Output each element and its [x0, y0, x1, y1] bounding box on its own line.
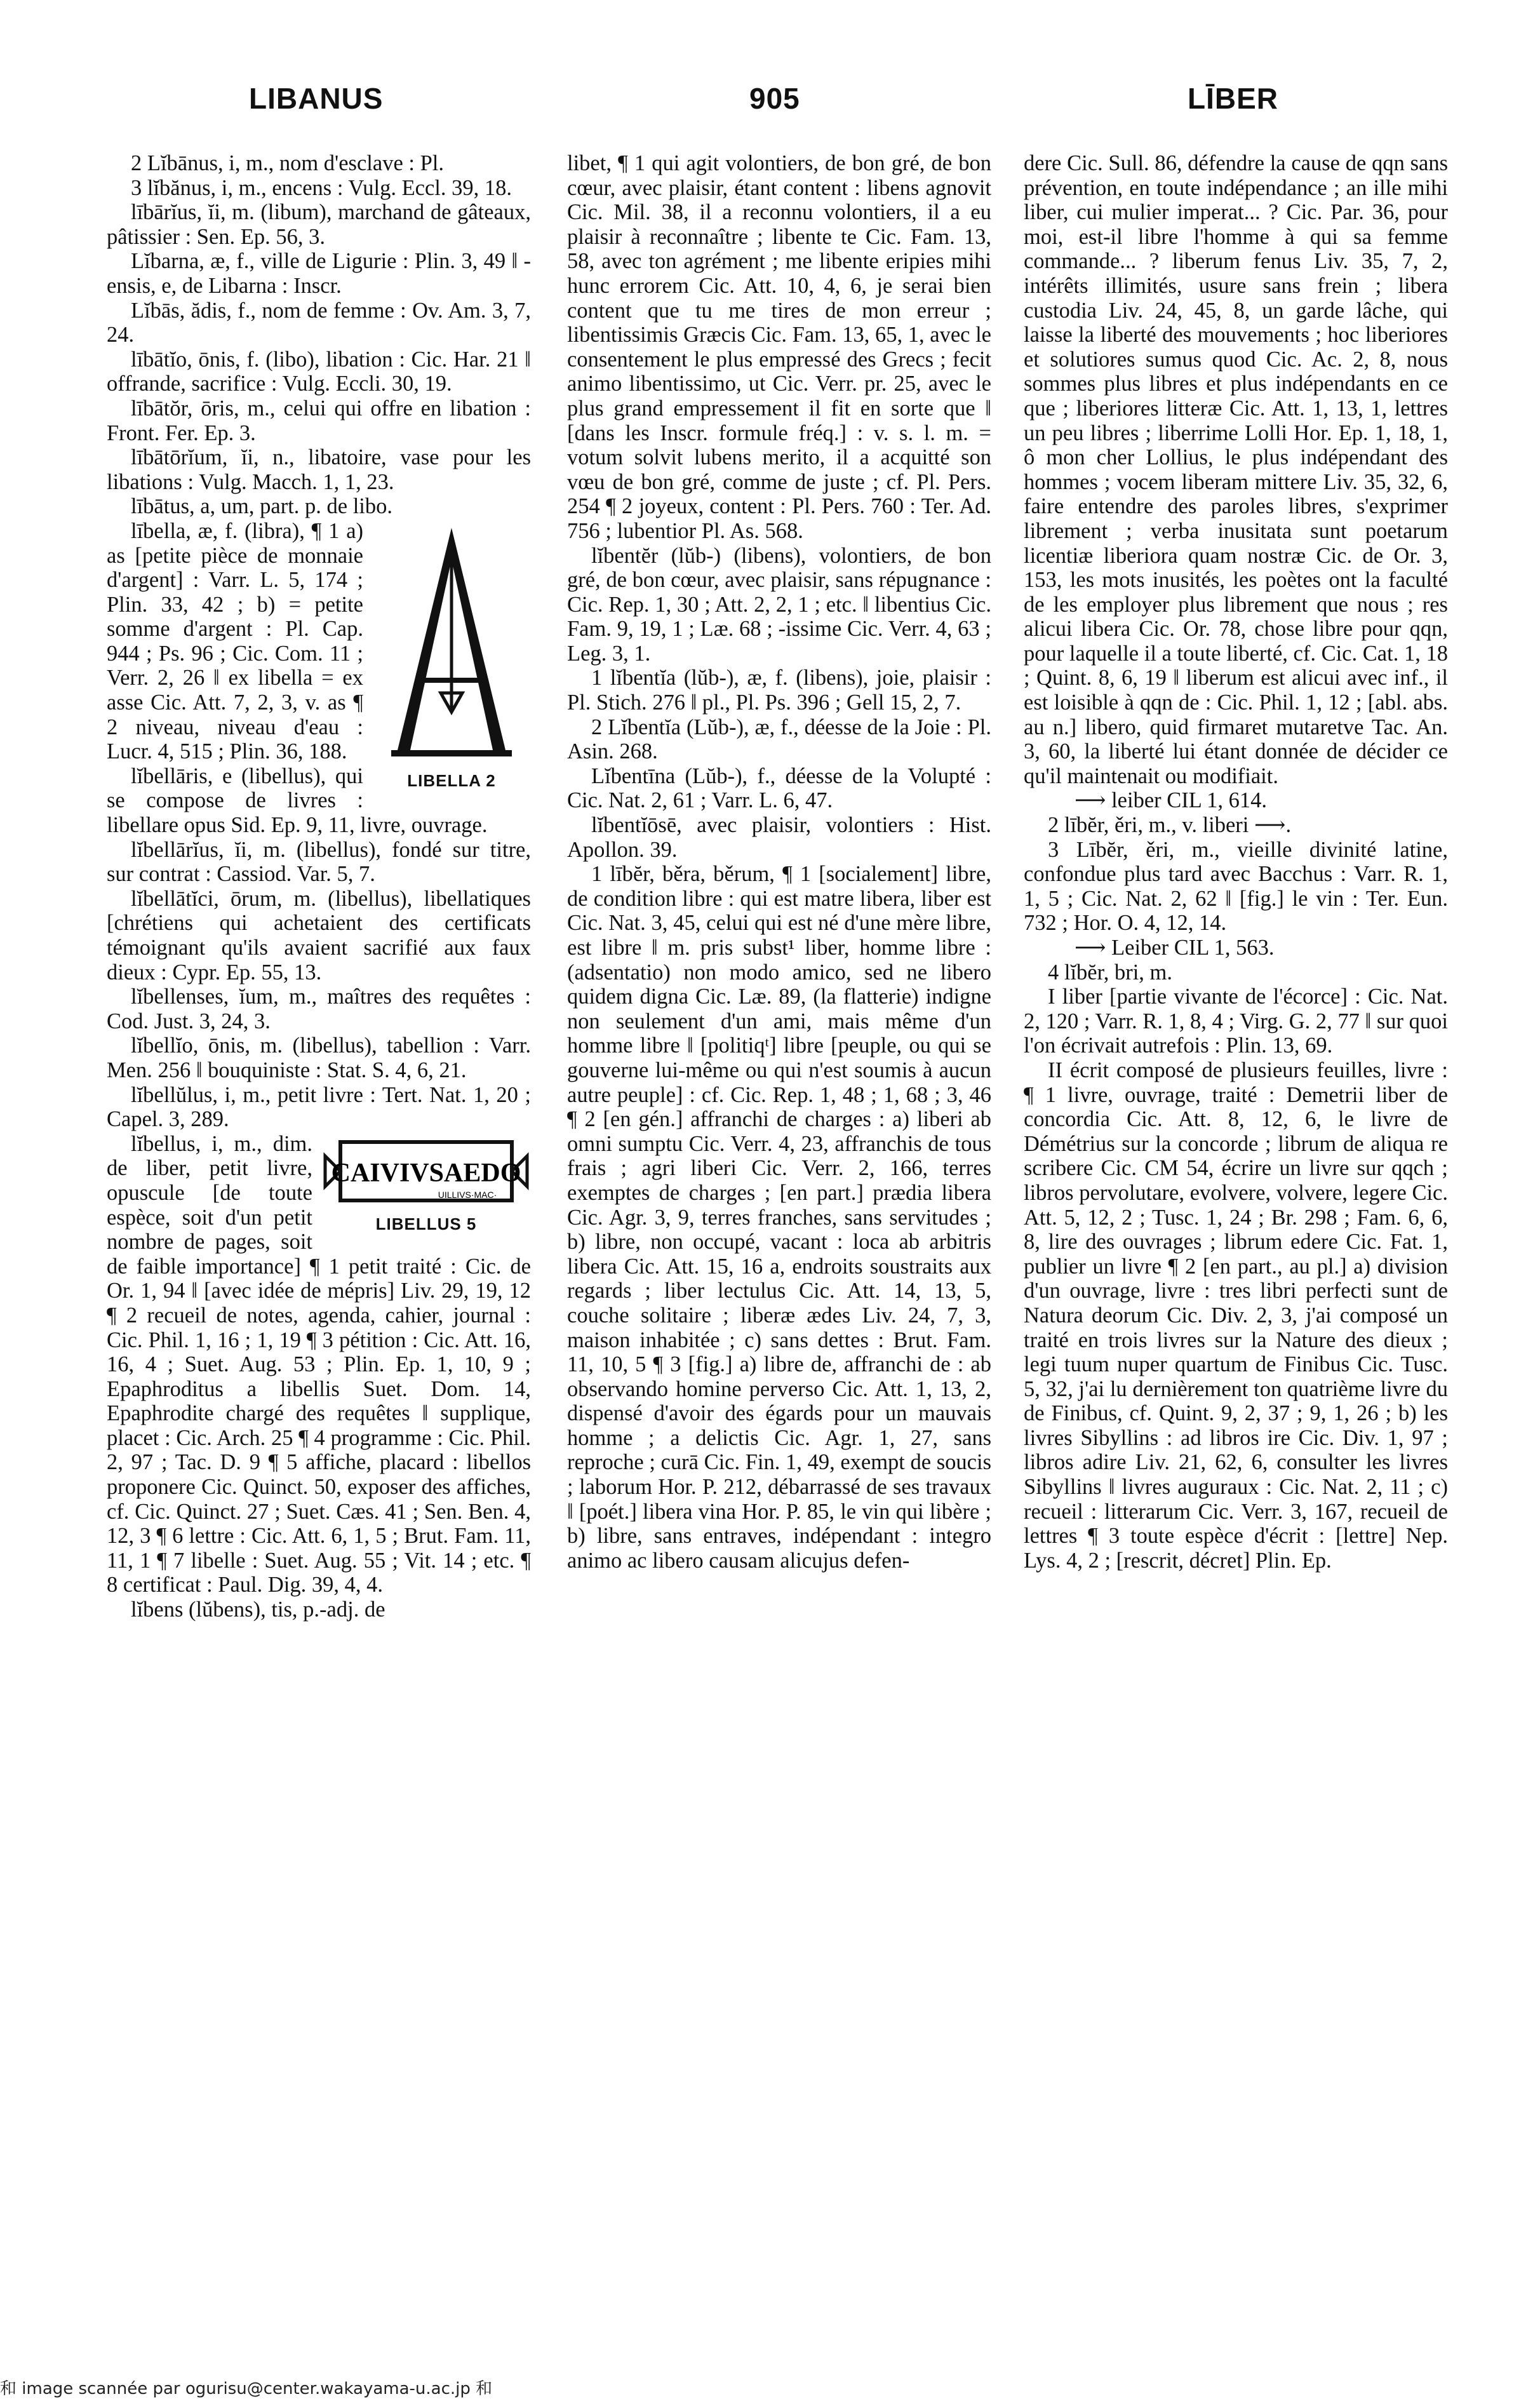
entry: 3 Lībĕr, ěri, m., vieille divinité latine, confondue plus tard avec Bacchus : Varr. R. 1, 1, 5 ; Cic. Nat. 2, 62 ‖ [fig.] le vin : Ter. Eun. 732 ; Hor. O. 4, 12, 14.	[1024, 837, 1448, 936]
libellus-caption: LIBELLUS 5	[375, 1214, 477, 1234]
entry: lībātus, a, um, part. p. de libo.	[131, 494, 393, 519]
entry: lĭbellāris, e (libellus), qui se compose de livres : libellare opus Sid. Ep. 9, 11, livre, ouvrage.	[107, 763, 488, 838]
entry: lĭbellenses, ĭum, m., maîtres des requêtes : Cod. Just. 3, 24, 3.	[107, 985, 531, 1033]
entry: libet, ¶ 1 qui agit volontiers, de bon gré, de bon cœur, avec plaisir, étant content : libens agnovit Cic. Mil. 38, il a reconnu volontiers, il a eu plaisir à reconnaître ; libente te Cic. Fam. 13, 58, avec ton agrément ; me libente eripies mihi hunc errorem Cic. Att. 10, 4, 6, je serai bien content que tu me tires de mon erreur ; libentissimis Græcis Cic. Fam. 13, 65, 1, avec le consentement le plus empressé des Grecs ; fecit animo libentissimo, ut Cic. Verr. pr. 25, avec le plus grand empressement il fit en sorte que ‖ [dans les Inscr. formule fréq.] : v. s. l. m. = votum solvit lubens merito, il a acquitté son vœu de bon gré, comme de juste ; cf. Pl. Pers. 254 ¶ 2 joyeux, content : Pl. Pers. 760 : Ter. Ad. 756 ; lubentior Pl. As. 568.	[567, 151, 991, 543]
entry: II écrit composé de plusieurs feuilles, livre : ¶ 1 livre, ouvrage, traité : Demetrii liber de concordia Cic. Att. 8, 12, 6, le livre de Démétrius sur la concorde ; librum de aliqua re scribere Cic. CM 54, écrire un livre sur qqch ; libros pervolutare, evolvere, volvere, legere Cic. Att. 5, 12, 2 ; Tusc. 1, 24 ; Br. 298 ; Fam. 6, 6, 8, lire des ouvrages ; librum edere Cic. Fat. 1, publier un livre ¶ 2 [en part., au pl.] a) division d'un ouvrage, livre : tres libri perfecti sunt de Natura deorum Cic. Div. 2, 3, j'ai composé un traité en trois livres sur la Nature des dieux ; legi tuum nuper quartum de Finibus Cic. Tusc. 5, 32, j'ai lu dernièrement ton quatrième livre du de Finibus, cf. Quint. 9, 2, 37 ; 9, 1, 26 ; b) les livres Sibyllins : ad libros ire Cic. Div. 1, 97 ; libros adire Liv. 21, 62, 6, consulter les livres Sibyllins ‖ livres auguraux : Cic. Nat. 2, 11 ; c) recueil : litterarum Cic. Verr. 3, 167, recueil de lettres ¶ 3 toute espèce d'écrit : [lettre] Nep. Lys. 4, 2 ; [rescrit, décret] Plin. Ep.	[1024, 1058, 1448, 1573]
entry: lĭbellārĭus, ĭi, m. (libellus), fondé sur titre, sur contrat : Cassiod. Var. 5, 7.	[107, 837, 531, 887]
entry: 4 lĭbĕr, bri, m.	[1048, 960, 1172, 985]
entry: lĭbellĭo, ōnis, m. (libellus), tabellion : Varr. Men. 256 ‖ bouquiniste : Stat. S. 4, 6, 21.	[107, 1033, 531, 1082]
entry: lībātōrĭum, ĭi, n., libatoire, vase pour les libations : Vulg. Macch. 1, 1, 23.	[107, 445, 531, 494]
column-1	[107, 151, 531, 2323]
entry: Lĭbentīna (Lŭb-), f., déesse de la Volupté : Cic. Nat. 2, 61 ; Varr. L. 6, 47.	[567, 763, 991, 813]
entry: lĭbentĕr (lŭb-) (libens), volontiers, de bon gré, de bon cœur, avec plaisir, sans répugnance : Cic. Rep. 1, 30 ; Att. 2, 2, 1 ; etc. ‖ libentius Cic. Fam. 9, 19, 1 ; Læ. 68 ; -issime Cic. Verr. 4, 63 ; Leg. 3, 1.	[567, 543, 991, 666]
entry: ⟶ Leiber CIL 1, 563.	[1075, 936, 1275, 960]
entry: lībātĭo, ōnis, f. (libo), libation : Cic. Har. 21 ‖ offrande, sacrifice : Vulg. Eccli. 30, 19.	[107, 347, 531, 396]
page-number: 905	[749, 82, 800, 115]
entry: dere Cic. Sull. 86, défendre la cause de qqn sans prévention, en toute indépendance ; an ille mihi liber, cui mulier imperat... ? Cic. Par. 36, pour moi, est-il libre l'homme à qui sa femme commande... ? liberum fenus Liv. 35, 7, 2, intérêts illimités, usure sans frein ; libera custodia Liv. 24, 45, 8, un garde lâche, qui laisse la liberté des mouvements ; hoc liberiores et solutiores sumus quod Cic. Ac. 2, 8, nous sommes plus libres et plus indépendants en ce que ; liberiores litteræ Cic. Att. 1, 13, 1, lettres un peu libres ; liberrime Lolli Hor. Ep. 1, 18, 1, ô mon cher Lollius, le plus indépendant des hommes ; vocem liberam mittere Liv. 35, 32, 6, faire entendre des paroles libres, s'exprimer librement ; verba inusitata sunt poetarum licentiæ liberiora quam nostræ Cic. de Or. 3, 153, les mots inusités, les poètes ont la faculté de les employer plus librement que nous ; res alicui libera Cic. Or. 78, chose libre pour qqn, pour laquelle il a toute liberté, cf. Cic. Cat. 1, 18 ; Quint. 8, 6, 19 ‖ liberum est alicui avec inf., il est loisible à qqn de : Cic. Phil. 1, 12 ; [abl. abs. au n.] libero, quid firmaret mutaretve Tac. An. 3, 60, la liberté lui étant donnée de décider ce qu'il maintenait ou modifiait.	[1024, 151, 1448, 788]
entry: 2 Lĭbentĭa (Lŭb-), æ, f., déesse de la Joie : Pl. Asin. 268.	[567, 715, 991, 764]
entry: lĭbentĭōsē, avec plaisir, volontiers : Hist. Apollon. 39.	[567, 813, 991, 862]
entry: lĭbens (lŭbens), tis, p.-adj. de	[131, 1597, 385, 1622]
entry: lībella, æ, f. (libra), ¶ 1 a) as [petite pièce de monnaie d'argent] : Varr. L. 5, 174 ; Plin. 33, 42 ; b) = petite somme d'argent : Pl. Cap. 944 ; Ps. 96 ; Cic. Com. 11 ; Verr. 2, 26 ‖ ex libella = ex asse Cic. Att. 7, 2, 3, v. as ¶ 2 niveau, niveau d'eau : Lucr. 4, 515 ; Plin. 36, 188.	[107, 518, 363, 764]
entry: ⟶ leiber CIL 1, 614.	[1075, 788, 1268, 813]
entry: 2 lībĕr, ěri, m., v. liberi ⟶.	[1048, 813, 1292, 838]
page-header	[0, 81, 1540, 132]
libella-level-icon	[372, 521, 531, 763]
libella-illustration	[372, 521, 531, 788]
entry: 3 lĭbănus, i, m., encens : Vulg. Eccl. 39, 18.	[131, 175, 512, 200]
running-head-left: LIBANUS	[249, 82, 384, 115]
entry: lībārĭus, ĭi, m. (libum), marchand de gâteaux, pâtissier : Sen. Ep. 56, 3.	[107, 200, 531, 249]
scan-credit: 和 image scannée par ogurisu@center.wakayama-u.ac.jp 和	[0, 2379, 493, 2398]
libellus-illustration	[321, 1137, 531, 1232]
column-3	[1024, 151, 1448, 2323]
entry: lĭbellātĭci, ōrum, m. (libellus), libellatiques [chrétiens qui achetaient des certificats témoignant qu'ils avaient sacrifié aux faux dieux : Cypr. Ep. 55, 13.	[107, 886, 531, 985]
entry: I liber [partie vivante de l'écorce] : Cic. Nat. 2, 120 ; Varr. R. 1, 8, 4 ; Virg. G. 2, 77 ‖ sur quoi l'on écrivait autrefois : Plin. 13, 69.	[1024, 985, 1448, 1058]
entry: lĭbellŭlus, i, m., petit livre : Tert. Nat. 1, 20 ; Capel. 3, 289.	[107, 1082, 531, 1132]
entry: 1 lĭbentĭa (lŭb-), æ, f. (libens), joie, plaisir : Pl. Stich. 276 ‖ pl., Pl. Ps. 396 ; Gell 15, 2, 7.	[567, 666, 991, 715]
entry: lĭbellus, i, m., dim. de liber, petit livre, opuscule [de toute espèce, soit d'un petit nombre de pages, soit de faible importance] ¶ 1 petit traité : Cic. de Or. 1, 94 ‖ [avec idée de mépris] Liv. 29, 19, 12 ¶ 2 recueil de notes, agenda, cahier, journal : Cic. Phil. 1, 16 ; 1, 19 ¶ 3 pétition : Cic. Att. 16, 16, 4 ; Suet. Aug. 53 ; Plin. Ep. 1, 10, 9 ; Epaphroditus a libellis Suet. Dom. 14, Epaphrodite chargé des requêtes ‖ supplique, placet : Cic. Arch. 25 ¶ 4 programme : Cic. Phil. 2, 97 ; Tac. D. 9 ¶ 5 affiche, placard : libellos proponere Cic. Quinct. 50, exposer des affiches, cf. Cic. Quinct. 27 ; Suet. Cæs. 41 ; Sen. Ben. 4, 12, 3 ¶ 6 lettre : Cic. Att. 6, 1, 5 ; Brut. Fam. 11, 11, 1 ¶ 7 libelle : Suet. Aug. 55 ; Vit. 14 ; etc. ¶ 8 certificat : Paul. Dig. 39, 4, 4.	[107, 1131, 531, 1597]
libellus-subscript: UILLIVS·MAC·	[438, 1189, 497, 1200]
entry: 2 Lĭbānus, i, m., nom d'esclave : Pl.	[131, 151, 444, 175]
entry: lībātŏr, ōris, m., celui qui offre en libation : Front. Fer. Ep. 3.	[107, 396, 531, 445]
entry: Lĭbās, ădis, f., nom de femme : Ov. Am. 3, 7, 24.	[107, 298, 531, 347]
libellus-inscription: CAIVIVSAEDO	[331, 1158, 521, 1188]
libella-caption: LIBELLA 2	[407, 770, 496, 790]
column-2	[567, 151, 991, 2323]
entry: Lĭbarna, æ, f., ville de Ligurie : Plin. 3, 49 ‖ -ensis, e, de Libarna : Inscr.	[107, 249, 531, 298]
running-head-right: LĪBER	[1188, 82, 1278, 115]
entry: 1 lībĕr, běra, běrum, ¶ 1 [socialement] libre, de condition libre : qui est matre libera, liber est Cic. Nat. 3, 45, celui qui est né d'une mère libre, est libre ‖ m. pris subst¹ liber, homme libre : (adsentatio) non modo amico, sed ne libero quidem digna Cic. Læ. 89, (la flatterie) indigne non seulement d'un ami, mais même d'un homme libre ‖ [politiqᵗ] libre [peuple, ou qui se gouverne lui-même ou qui n'est soumis à aucun autre peuple] : cf. Cic. Rep. 1, 48 ; 1, 68 ; 3, 46 ¶ 2 [en gén.] affranchi de charges : a) liberi ab omni sumptu Cic. Verr. 4, 23, affranchis de tous frais ; agri liberi Cic. Verr. 2, 166, terres exemptes de charges ; [en part.] prædia libera Cic. Agr. 3, 9, terres franches, sans servitudes ; b) libre, non occupé, vacant : loca ab arbitris libera Cic. Att. 15, 16 a, endroits soustraits aux regards ; liber lectulus Cic. Att. 14, 13, 5, couche solitaire ; liberæ ædes Liv. 24, 7, 3, maison inhabitée ; c) sans dettes : Brut. Fam. 11, 10, 5 ¶ 3 [fig.] a) libre de, affranchi de : ab observando homine perverso Cic. Att. 1, 13, 2, dispensé d'avoir des égards pour un mauvais homme ; a delictis Cic. Agr. 1, 27, sans reproche ; curā Cic. Fin. 1, 49, exempt de soucis ; laborum Hor. P. 212, débarrassé de ses travaux ‖ [poét.] libera vina Hor. P. 85, le vin qui libère ; b) libre, sans entraves, indépendant : integro animo ac libero causam alicujus defen-	[567, 862, 991, 1573]
libellus-tablet-icon	[321, 1137, 531, 1207]
